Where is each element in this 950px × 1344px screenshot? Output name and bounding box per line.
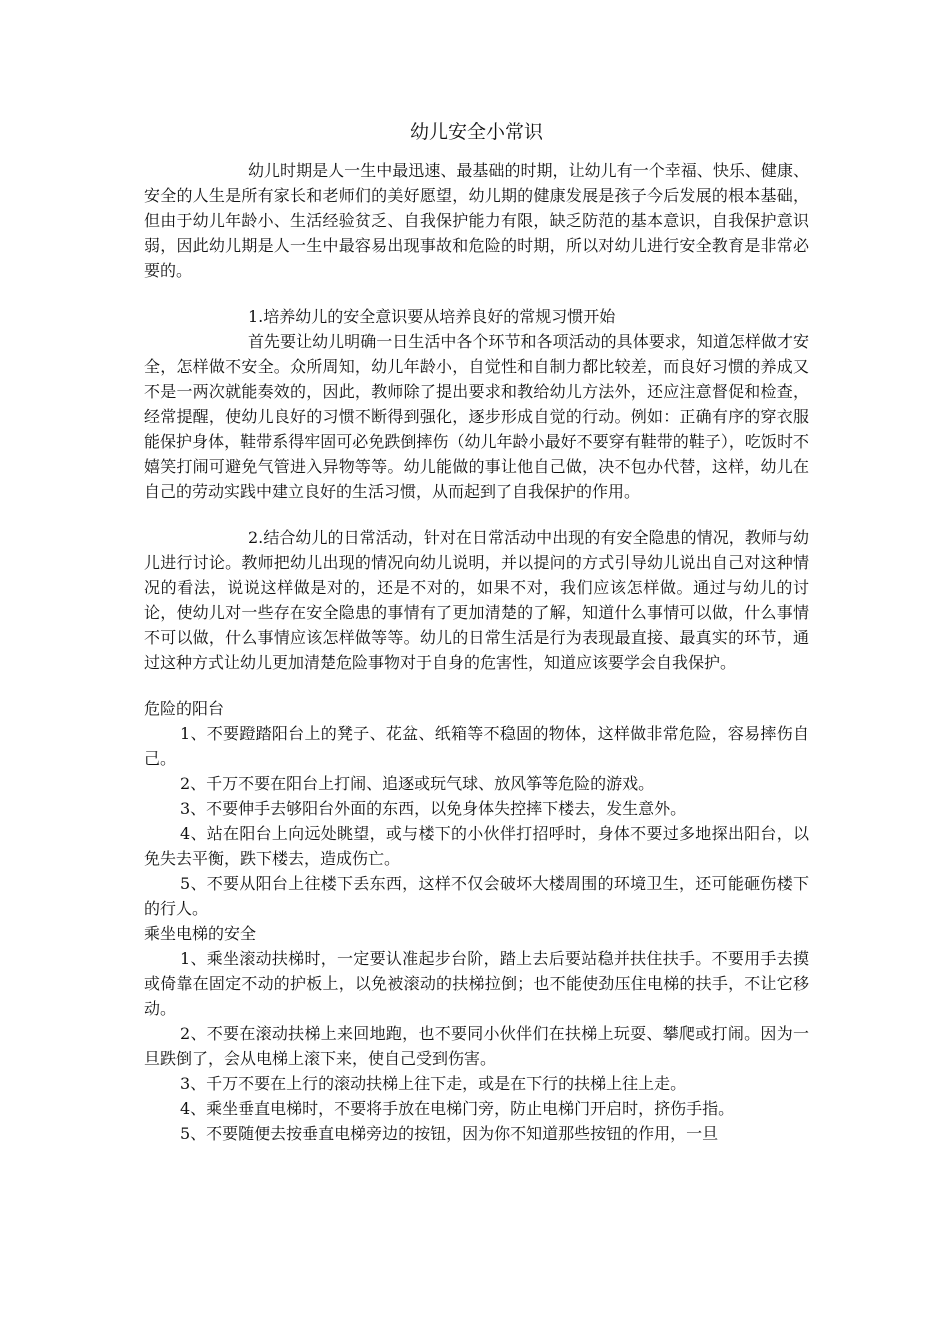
elevator-heading: 乘坐电梯的安全: [144, 924, 257, 943]
section2-paragraph: 2.结合幼儿的日常活动，针对在日常活动中出现的有安全隐患的情况，教师与幼儿进行讨论。教师把幼儿出现的情况向幼儿说明，并以提问的方式引导幼儿说出自己对这种情况的看法，说说这样做是对的，还是不对的，如果不对，我们应该怎样做。通过与幼儿的讨论，使幼儿对一些存在安全隐患的事情有了更加清楚的了解，知道什么事情可以做，什么事情不可以做，什么事情应该怎样做等等。幼儿的日常生活是行为表现最直接、最真实的环节，通过这种方式让幼儿更加清楚危险事物对于自身的危害性，知道应该要学会自我保护。: [144, 528, 809, 672]
elevator-item: 3、千万不要在上行的滚动扶梯上往下走，或是在下行的扶梯上往上走。: [180, 1074, 687, 1093]
balcony-item: 2、千万不要在阳台上打闹、追逐或玩气球、放风筝等危险的游戏。: [180, 774, 655, 793]
balcony-heading: 危险的阳台: [144, 699, 225, 718]
balcony-item: 5、不要从阳台上往楼下丢东西，这样不仅会破坏大楼周围的环境卫生，还可能砸伤楼下的行人。: [144, 874, 809, 918]
balcony-item: 4、站在阳台上向远处眺望，或与楼下的小伙伴打招呼时，身体不要过多地探出阳台，以免失去平衡，跌下楼去，造成伤亡。: [144, 824, 809, 868]
elevator-item: 1、乘坐滚动扶梯时，一定要认准起步台阶，踏上去后要站稳并扶住扶手。不要用手去摸或倚靠在固定不动的护板上，以免被滚动的扶梯拉倒；也不能使劲压住电梯的扶手，不让它移动。: [144, 949, 809, 1018]
balcony-item: 1、不要蹬踏阳台上的凳子、花盆、纸箱等不稳固的物体，这样做非常危险，容易摔伤自己。: [144, 724, 809, 768]
section1-paragraph: 首先要让幼儿明确一日生活中各个环节和各项活动的具体要求，知道怎样做才安全，怎样做不安全。众所周知，幼儿年龄小，自觉性和自制力都比较差，而良好习惯的养成又不是一两次就能奏效的，因此，教师除了提出要求和教给幼儿方法外，还应注意督促和检查，经常提醒，使幼儿良好的习惯不断得到强化，逐步形成自觉的行动。例如：正确有序的穿衣服能保护身体，鞋带系得牢固可必免跌倒摔伤（幼儿年龄小最好不要穿有鞋带的鞋子），吃饭时不嬉笑打闹可避免气管进入异物等等。幼儿能做的事让他自己做，决不包办代替，这样，幼儿在自己的劳动实践中建立良好的生活习惯，从而起到了自我保护的作用。: [144, 332, 809, 501]
elevator-item: 4、乘坐垂直电梯时，不要将手放在电梯门旁，防止电梯门开启时，挤伤手指。: [180, 1099, 735, 1118]
document-content: [144, 118, 809, 1146]
intro-paragraph: 幼儿时期是人一生中最迅速、最基础的时期，让幼儿有一个幸福、快乐、健康、安全的人生是所有家长和老师们的美好愿望，幼儿期的健康发展是孩子今后发展的根本基础，但由于幼儿年龄小、生活经验贫乏、自我保护能力有限，缺乏防范的基本意识，自我保护意识弱，因此幼儿期是人一生中最容易出现事故和危险的时期，所以对幼儿进行安全教育是非常必要的。: [144, 161, 809, 280]
elevator-item: 5、不要随便去按垂直电梯旁边的按钮，因为你不知道那些按钮的作用，一旦: [180, 1124, 719, 1143]
paragraph-gap: [144, 283, 809, 304]
section1-heading: 1.培养幼儿的安全意识要从培养良好的常规习惯开始: [248, 307, 616, 326]
elevator-item: 2、不要在滚动扶梯上来回地跑，也不要同小伙伴们在扶梯上玩耍、攀爬或打闹。因为一旦跌倒了，会从电梯上滚下来，使自己受到伤害。: [144, 1024, 809, 1068]
document-title: 幼儿安全小常识: [409, 121, 543, 143]
paragraph-gap: [144, 504, 809, 525]
balcony-item: 3、不要伸手去够阳台外面的东西，以免身体失控摔下楼去，发生意外。: [180, 799, 687, 818]
paragraph-gap: [144, 675, 809, 696]
